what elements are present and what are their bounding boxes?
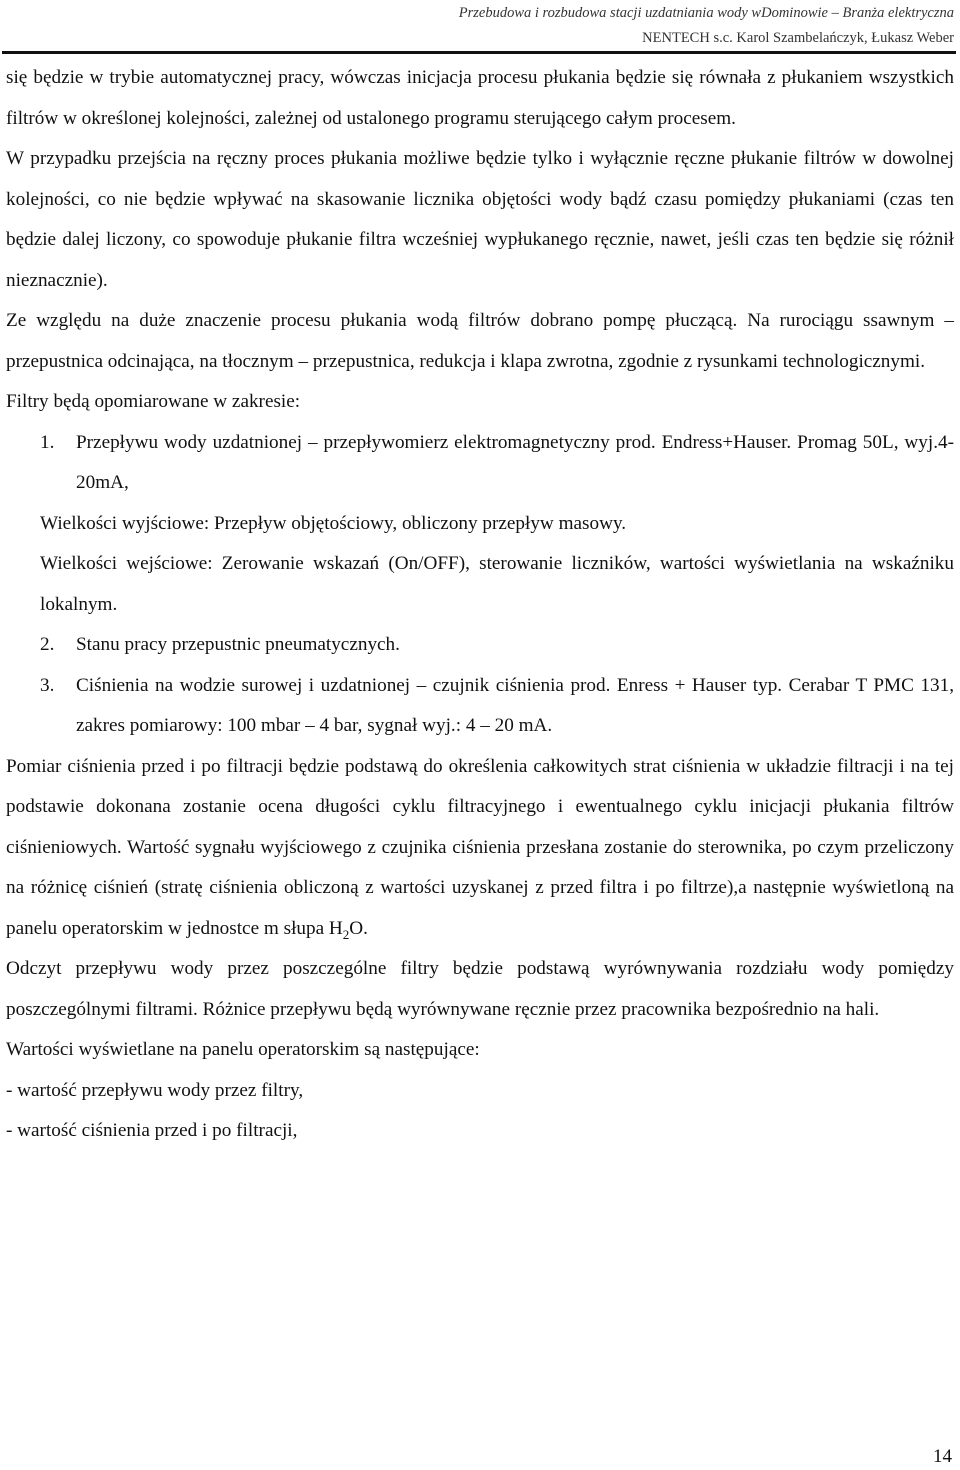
paragraph-panel-values-intro: Wartości wyświetlane na panelu operatorskim są następujące: (6, 1039, 480, 1060)
list-item-2 (6, 625, 954, 666)
list-item-text: Przepływu wody uzdatnionej – przepływomierz elektromagnetyczny prod. Endress+Hauser. Promag 50L, wyj.4-20mA, (76, 431, 954, 493)
header-rule (2, 51, 956, 54)
subscript-2: 2 (342, 926, 350, 942)
list-item-text: Stanu pracy przepustnic pneumatycznych. (76, 634, 400, 655)
list-item-3 (6, 666, 954, 747)
header-company: NENTECH s.c. Karol Szambelańczyk, Łukasz Weber (642, 30, 954, 46)
paragraph-automatic-mode: się będzie w trybie automatycznej pracy, wówczas inicjacja procesu płukania będzie się równała z płukaniem wszystkich filtrów w określonej kolejności, zależnej od ustalonego programu sterującego całym procesem. (6, 67, 954, 129)
list-item-1 (6, 423, 954, 504)
paragraph-manual-mode: W przypadku przejścia na ręczny proces płukania możliwe będzie tylko i wyłącznie ręczne płukanie filtrów w dowolnej kolejności, co nie będzie wpływać na skasowanie licznika objętości wody bądź czasu pomiędzy płukaniami (czas ten będzie dalej liczony, co spowoduje płukanie filtra wcześniej wypłukanego ręcznie, nawet, jeśli czas ten będzie się różnił nieznacznie). (6, 148, 954, 291)
page-number: 14 (933, 1446, 952, 1467)
paragraph-pressure-end: O. (349, 917, 368, 939)
paragraph-pressure-measurement (6, 747, 954, 950)
paragraph-pressure-text: Pomiar ciśnienia przed i po filtracji będzie podstawą do określenia całkowitych strat ciśnienia w układzie filtracji i na tej podstawie dokonana zostanie ocena długości cyklu filtracyjnego i ewentualnego cyklu inicjacji płukania filtrów ciśnieniowych. Wartość sygnału wyjściowego z czujnika ciśnienia przesłana zostanie do sterownika, po czym przeliczony na różnicę ciśnień (stratę ciśnienia obliczoną z wartości uzyskanej z przed filtra i po filtrze),a następnie wyświetloną na panelu operatorskim w jednostce m słupa H (6, 755, 954, 939)
list-number: 1. (40, 431, 55, 453)
paragraph-input-quantities: Wielkości wejściowe: Zerowanie wskazań (On/OFF), sterowanie liczników, wartości wyświetlania na wskaźniku lokalnym. (40, 553, 954, 615)
list-number: 3. (40, 674, 55, 696)
paragraph-wash-pump: Ze względu na duże znaczenie procesu płukania wodą filtrów dobrano pompę płuczącą. Na rurociągu ssawnym – przepustnica odcinająca, na tłocznym – przepustnica, redukcja i klapa zwrotna, zgodnie z rysunkami technologicznymi. (6, 310, 954, 372)
page-header (459, 0, 954, 47)
paragraph-flow-reading: Odczyt przepływu wody przez poszczególne filtry będzie podstawą wyrównywania rozdziału wody pomiędzy poszczególnymi filtrami. Różnice przepływu będą wyrównywane ręcznie przez pracownika bezpośrednio na hali. (6, 958, 954, 1020)
list-item-text: Ciśnienia na wodzie surowej i uzdatnionej – czujnik ciśnienia prod. Enress + Hauser typ. Cerabar T PMC 131, zakres pomiarowy: 100 mbar – 4 bar, sygnał wyj.: 4 – 20 mA. (76, 674, 954, 736)
paragraph-measurement-intro: Filtry będą opomiarowane w zakresie: (6, 391, 301, 412)
list-number: 2. (40, 634, 55, 655)
document-body (6, 58, 954, 1152)
dash-item-flow: - wartość przepływu wody przez filtry, (6, 1079, 304, 1101)
header-project-title: Przebudowa i rozbudowa stacji uzdatniania wody wDominowie – Branża elektryczna (458, 5, 954, 21)
paragraph-output-quantities: Wielkości wyjściowe: Przepływ objętościowy, obliczony przepływ masowy. (40, 512, 627, 534)
dash-item-pressure: - wartość ciśnienia przed i po filtracji, (6, 1120, 298, 1141)
